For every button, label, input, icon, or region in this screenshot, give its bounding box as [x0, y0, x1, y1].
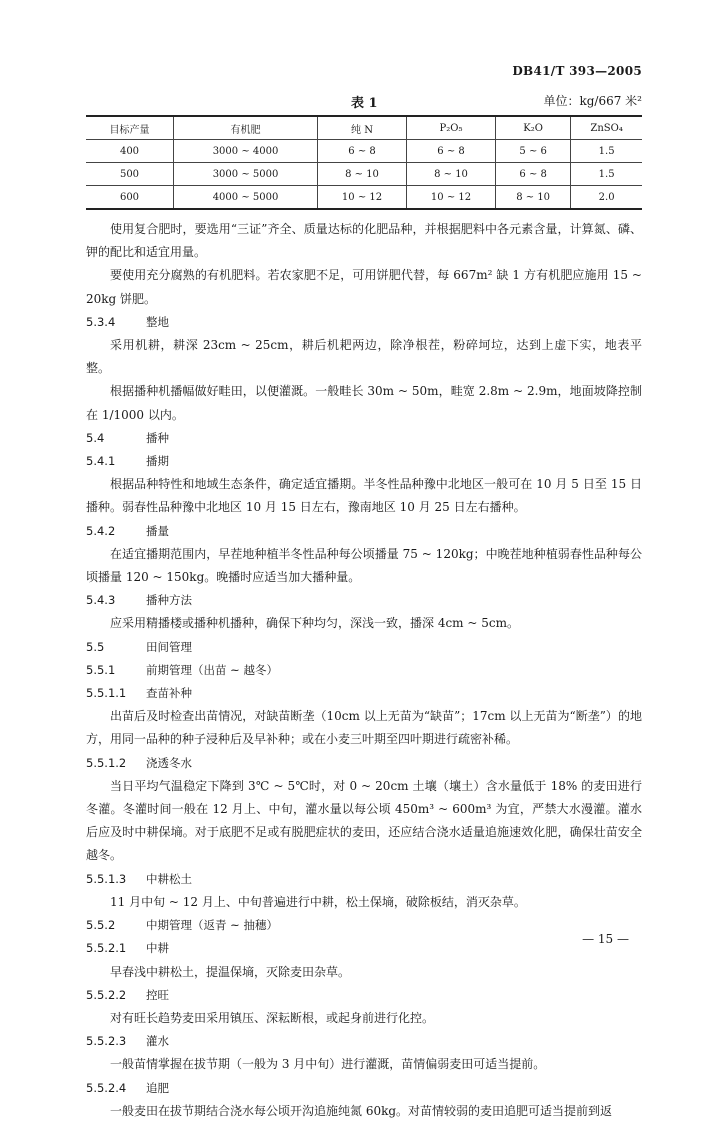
- table-cell: 10 ~ 12: [407, 186, 496, 210]
- paragraph: 根据播种机播幅做好畦田，以便灌溉。一般畦长 30m ~ 50m，畦宽 2.8m ~ 2.9m，地面坡降控制在 1/1000 以内。: [86, 384, 642, 422]
- table-unit: 单位：kg/667 米²: [543, 94, 642, 108]
- paragraph: 采用机耕，耕深 23cm ~ 25cm，耕后机耙两边，除净根茬，粉碎坷垃，达到上虚下实，地表平整。: [86, 338, 642, 376]
- section-heading: [86, 589, 642, 612]
- paragraph: 当日平均气温稳定下降到 3℃ ~ 5℃时，对 0 ~ 20cm 土壤（壤土）含水量低于 18% 的麦田进行冬灌。冬灌时间一般在 12 月上、中旬，灌水量以每公顷 450m³ ~ 600m³ 为宜，严禁大水漫灌。灌水后应及时中耕保墒。对于底肥不足或有脱肥症状的麦田，还应结合浇水适量追施速效化肥，确保壮苗安全越冬。: [86, 778, 642, 863]
- section-title: 播量: [146, 523, 169, 538]
- table-header-cell: 有机肥: [174, 116, 318, 140]
- table-title: 表 1: [351, 96, 378, 111]
- section-number: 5.5.1: [86, 662, 116, 677]
- table-header-cell: 目标产量: [86, 116, 174, 140]
- paragraph: 在适宜播期范围内，早茬地种植半冬性品种每公顷播量 75 ~ 120kg；中晚茬地种植弱春性品种每公顷播量 120 ~ 150kg。晚播时应适当加大播种量。: [86, 546, 642, 585]
- paragraph: 要使用充分腐熟的有机肥料。若农家肥不足，可用饼肥代替，每 667m² 缺 1 方有机肥应施用 15 ~ 20kg 饼肥。: [86, 268, 642, 306]
- section-number: 5.5.2.2: [86, 987, 127, 1002]
- section-title: 控旺: [146, 987, 169, 1002]
- section-number: 5.5.1.1: [86, 686, 127, 701]
- table-cell: 10 ~ 12: [318, 186, 407, 210]
- section-heading: [86, 752, 642, 775]
- section-heading: [86, 636, 642, 659]
- section-title: 中耕松土: [146, 871, 192, 886]
- section-title: 播种方法: [146, 593, 192, 608]
- section-heading: [86, 450, 642, 473]
- table-cell: 8 ~ 10: [407, 163, 496, 186]
- section-title: 田间管理: [146, 639, 192, 654]
- paragraph: 一般苗情掌握在拔节期（一般为 3 月中旬）进行灌溉，苗情偏弱麦田可适当提前。: [110, 1057, 546, 1072]
- section-heading: [86, 427, 642, 450]
- section-number: 5.5.2.3: [86, 1034, 127, 1049]
- section-title: 播种: [146, 430, 169, 445]
- table-header-cell: P₂O₅: [407, 116, 496, 140]
- section-heading: [86, 311, 642, 334]
- table-cell: 600: [86, 186, 174, 210]
- section-number: 5.5.2.1: [86, 941, 127, 956]
- paragraph: 11 月中旬 ~ 12 月上、中旬普遍进行中耕，松土保墒，破除板结，消灭杂草。: [110, 894, 526, 909]
- section-heading: [86, 1030, 642, 1053]
- table-cell: 6 ~ 8: [318, 140, 407, 163]
- section-heading: [86, 659, 642, 682]
- table-row: [86, 163, 642, 186]
- section-heading: [86, 1077, 642, 1100]
- section-heading: [86, 937, 642, 960]
- table-cell: 5 ~ 6: [496, 140, 571, 163]
- section-number: 5.5.1.2: [86, 755, 127, 770]
- section-title: 整地: [146, 314, 169, 329]
- section-number: 5.5.2: [86, 918, 116, 933]
- section-title: 中期管理（返青 ~ 抽穗）: [146, 918, 278, 933]
- section-title: 浇透冬水: [146, 755, 192, 770]
- table-cell: 500: [86, 163, 174, 186]
- table-cell: 8 ~ 10: [496, 186, 571, 210]
- table-cell: 6 ~ 8: [496, 163, 571, 186]
- document-body: [86, 218, 642, 1123]
- paragraph: 一般麦田在拔节期结合浇水每公顷开沟追施纯氮 60kg。对苗情较弱的麦田追肥可适当提前到返: [110, 1103, 613, 1118]
- paragraph: 出苗后及时检查出苗情况，对缺苗断垄（10cm 以上无苗为“缺苗”；17cm 以上无苗为“断垄”）的地方，用同一品种的种子浸种后及早补种；或在小麦三叶期至四叶期进行疏密补稀。: [86, 709, 642, 747]
- section-number: 5.4: [86, 430, 105, 445]
- table-row: [86, 140, 642, 163]
- table-cell: 1.5: [571, 163, 642, 186]
- table-cell: 8 ~ 10: [318, 163, 407, 186]
- section-number: 5.4.3: [86, 593, 116, 608]
- table-cell: 400: [86, 140, 174, 163]
- table-header-cell: 纯 N: [318, 116, 407, 140]
- table-cell: 3000 ~ 4000: [174, 140, 318, 163]
- table-cell: 4000 ~ 5000: [174, 186, 318, 210]
- section-number: 5.5.1.3: [86, 871, 127, 886]
- section-title: 查苗补种: [146, 686, 192, 701]
- fertilizer-table: [86, 115, 642, 210]
- section-number: 5.5: [86, 639, 105, 654]
- section-title: 灌水: [146, 1034, 169, 1049]
- table-header-cell: K₂O: [496, 116, 571, 140]
- paragraph: 早春浅中耕松土，提温保墒，灭除麦田杂草。: [110, 964, 351, 979]
- table-header-row: [86, 116, 642, 140]
- table-header-cell: ZnSO₄: [571, 116, 642, 140]
- section-heading: [86, 984, 642, 1007]
- standard-code: DB41/T 393—2005: [512, 64, 642, 78]
- section-title: 播期: [146, 454, 169, 469]
- page-number: — 15 —: [582, 932, 629, 946]
- table-cell: 6 ~ 8: [407, 140, 496, 163]
- paragraph: 应采用精播楼或播种机播种，确保下种均匀，深浅一致，播深 4cm ~ 5cm。: [110, 616, 519, 631]
- section-number: 5.4.1: [86, 454, 116, 469]
- section-heading: [86, 520, 642, 543]
- paragraph: 对有旺长趋势麦田采用镇压、深耘断根，或起身前进行化控。: [110, 1010, 435, 1025]
- section-number: 5.3.4: [86, 314, 116, 329]
- table-cell: 1.5: [571, 140, 642, 163]
- section-heading: [86, 868, 642, 891]
- section-title: 追肥: [146, 1080, 169, 1095]
- paragraph: 根据品种特性和地域生态条件，确定适宜播期。半冬性品种豫中北地区一般可在 10 月 5 日至 15 日播种。弱春性品种豫中北地区 10 月 15 日左右，豫南地区 10 月 25 日左右播种。: [86, 477, 642, 515]
- table-caption: [86, 92, 642, 110]
- section-heading: [86, 682, 642, 705]
- paragraph: 使用复合肥时，要选用“三证”齐全、质量达标的化肥品种，并根据肥料中各元素含量，计算氮、磷、钾的配比和适宜用量。: [86, 222, 642, 260]
- table-cell: 3000 ~ 5000: [174, 163, 318, 186]
- table-row: [86, 186, 642, 210]
- section-title: 前期管理（出苗 ~ 越冬）: [146, 662, 278, 677]
- section-title: 中耕: [146, 941, 169, 956]
- section-number: 5.4.2: [86, 523, 116, 538]
- table-cell: 2.0: [571, 186, 642, 210]
- section-heading: [86, 914, 642, 937]
- section-number: 5.5.2.4: [86, 1080, 127, 1095]
